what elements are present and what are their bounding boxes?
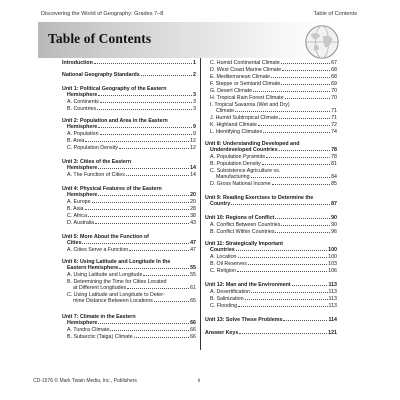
toc-entry-page: 38 — [190, 213, 196, 219]
dot-leader — [236, 250, 327, 251]
dot-leader — [281, 225, 330, 226]
toc-entry — [210, 88, 337, 94]
toc-entry-page: 68 — [331, 67, 337, 73]
toc-entry — [210, 247, 337, 253]
toc-entry-label: B. Countries — [67, 106, 97, 112]
toc-entry-page: 68 — [331, 74, 337, 80]
toc-entry-page: 71 — [331, 108, 337, 114]
dot-leader — [82, 243, 189, 244]
toc-entry — [67, 240, 196, 246]
toc-entry-label: Unit 7: Climate in the Eastern — [62, 314, 136, 320]
dot-leader — [281, 63, 330, 64]
dot-leader — [92, 202, 190, 203]
toc-entry-label: Hemisphere — [67, 320, 98, 326]
toc-entry-page: 47 — [190, 240, 196, 246]
toc-entry-page: 113 — [328, 282, 337, 288]
toc-entry-page: 70 — [331, 95, 337, 101]
toc-entry-label: J. Humid Subtropical Climate — [210, 115, 279, 121]
toc-entry-label: mine Distance Between Locations — [73, 298, 153, 304]
toc-entry-page: 20 — [190, 199, 196, 205]
running-header-left: Discovering the World of Geography: Grades 7–8 — [41, 11, 164, 17]
dot-leader — [98, 127, 192, 128]
toc-entry-label: Unit 2: Population and Area in the Eastern — [62, 118, 168, 124]
toc-entry-label: C. Flooding — [210, 303, 238, 309]
dot-leader — [281, 84, 330, 85]
toc-entry — [210, 268, 337, 274]
toc-entry-page: 103 — [328, 261, 337, 267]
dot-leader — [88, 216, 189, 217]
toc-entry — [67, 192, 196, 198]
toc-entry — [67, 265, 196, 271]
toc-entry-page: 85 — [331, 181, 337, 187]
dot-leader — [263, 132, 330, 133]
toc-entry-label: Unit 5: More About the Function of — [62, 234, 149, 240]
dot-leader — [126, 175, 189, 176]
toc-entry-label: Eastern Hemisphere — [67, 265, 119, 271]
toc-entry — [67, 99, 196, 105]
toc-entry — [67, 165, 196, 171]
toc-entry-label: B. Oil Reserves — [210, 261, 247, 267]
toc-entry-label: at Different Longitudes — [73, 285, 127, 291]
toc-entry — [210, 122, 337, 128]
toc-entry-page: 3 — [193, 92, 196, 98]
toc-entry-page: 78 — [331, 154, 337, 160]
toc-entry-page: 114 — [328, 317, 337, 323]
toc-entry — [67, 213, 196, 219]
toc-entry-label: K. Highland Climate — [210, 122, 257, 128]
toc-entry-label: B. Determining the Time for Cities Located — [67, 279, 167, 285]
toc-entry-label: Introduction — [62, 60, 93, 66]
toc-entry-label: B. Population Density — [210, 161, 261, 167]
toc-entry — [67, 327, 196, 333]
toc-entry — [205, 317, 337, 323]
toc-entry — [205, 282, 337, 288]
toc-entry-page: 43 — [190, 220, 196, 226]
toc-entry-label: C. Subsistence Agriculture vs. — [210, 168, 281, 174]
toc-entry — [210, 129, 337, 135]
toc-entry — [216, 174, 337, 180]
toc-entry-page: 84 — [331, 174, 337, 180]
toc-entry — [210, 81, 337, 87]
toc-entry-label: Countries — [210, 247, 235, 253]
toc-entry-page: 14 — [190, 172, 196, 178]
toc-entry-label: Hemisphere — [67, 92, 98, 98]
toc-entry — [210, 74, 337, 80]
toc-entry — [210, 115, 337, 121]
toc-entry-label: A. Desertification — [210, 289, 251, 295]
toc-entry-page: 71 — [331, 115, 337, 121]
toc-entry-label: Unit 12: Man and the Environment — [205, 282, 291, 288]
toc-entry-page: 3 — [193, 99, 196, 105]
dot-leader — [235, 111, 330, 112]
toc-entry-label: Answer Keys — [205, 330, 239, 336]
toc-entry-page: 61 — [190, 285, 196, 291]
toc-entry-label: Unit 3: Cities of the Eastern — [62, 159, 132, 165]
toc-entry-label: H. Tropical Rain Forest Climate — [210, 95, 284, 101]
toc-entry-label: C. Population Density — [67, 145, 118, 151]
dot-leader — [85, 141, 189, 142]
toc-entry-label: A. Tundra Climate — [67, 327, 110, 333]
toc-entry-label: Country — [210, 201, 231, 207]
toc-entry-label: A. The Function of Cities — [67, 172, 125, 178]
toc-entry-page: 70 — [331, 88, 337, 94]
toc-entry-label: G. Desert Climate — [210, 88, 253, 94]
toc-entry-page: 9 — [193, 124, 196, 130]
toc-entry-page: 47 — [190, 247, 196, 253]
toc-entry — [62, 72, 196, 78]
toc-entry-page: 72 — [331, 122, 337, 128]
toc-entry-page: 96 — [331, 229, 337, 235]
toc-entry-page: 9 — [193, 131, 196, 137]
dot-leader — [129, 250, 189, 251]
dot-leader — [127, 288, 189, 289]
toc-entry-label: A. Population Pyramids — [210, 154, 266, 160]
dot-leader — [285, 98, 331, 99]
toc-entry-page: 69 — [331, 81, 337, 87]
toc-entry — [73, 298, 196, 304]
toc-entry — [67, 220, 196, 226]
toc-entry — [67, 272, 196, 278]
toc-entry-page: 12 — [190, 138, 196, 144]
dot-leader — [275, 232, 330, 233]
toc-entry-label: A. Using Latitude and Longitude — [67, 272, 143, 278]
toc-entry-label: D. West Coast Marine Climate — [210, 67, 282, 73]
toc-entry-label: Unit 13: Solve These Problems — [205, 317, 283, 323]
toc-entry-label: E. Mediterranean Climate — [210, 74, 271, 80]
toc-entry — [210, 229, 337, 235]
toc-entry-label: B. Area — [67, 138, 85, 144]
toc-entry-label: A. Continents — [67, 99, 99, 105]
dot-leader — [292, 285, 328, 286]
toc-entry-label: Unit 10: Regions of Conflict — [205, 215, 275, 221]
toc-entry-page: 28 — [190, 206, 196, 212]
toc-entry-label: Cities — [67, 240, 82, 246]
toc-entry-label: Hemisphere — [67, 124, 98, 130]
toc-entry-page: 66 — [190, 320, 196, 326]
toc-entry — [210, 254, 337, 260]
toc-entry-label: A. Europe — [67, 199, 91, 205]
toc-entry — [210, 154, 337, 160]
dot-leader — [143, 275, 189, 276]
toc-entry-page: 2 — [193, 72, 196, 78]
toc-entry — [73, 285, 196, 291]
toc-entry-label: C. Using Latitude and Longitude to Deter- — [67, 292, 165, 298]
toc-entry-page: 66 — [190, 327, 196, 333]
toc-entry-label: Unit 1: Political Geography of the Eastern — [62, 86, 167, 92]
toc-entry-label: L. Identifying Climates — [210, 129, 263, 135]
toc-entry-label: A. Population — [67, 131, 99, 137]
toc-entry — [67, 145, 196, 151]
toc-entry-label: B. Salinization — [210, 296, 244, 302]
dot-leader — [275, 218, 330, 219]
toc-entry-page: 106 — [328, 268, 337, 274]
toc-entry-page: 100 — [328, 247, 337, 253]
toc-entry-label: C. Religion — [210, 268, 236, 274]
dot-leader — [85, 209, 190, 210]
toc-entry-label: Hemisphere — [67, 192, 98, 198]
dot-leader — [239, 333, 327, 334]
toc-entry-page: 90 — [331, 215, 337, 221]
toc-entry — [67, 320, 196, 326]
toc-entry — [210, 95, 337, 101]
dot-leader — [282, 70, 330, 71]
toc-entry — [210, 181, 337, 187]
dot-leader — [237, 271, 327, 272]
dot-leader — [279, 150, 330, 151]
dot-leader — [272, 184, 330, 185]
toc-entry-page: 1 — [193, 60, 196, 66]
toc-entry-page: 67 — [331, 60, 337, 66]
toc-entry-label: Unit 8: Understanding Developed and — [205, 141, 300, 147]
dot-leader — [97, 109, 192, 110]
toc-entry-label: A. Location — [210, 254, 237, 260]
toc-entry — [67, 124, 196, 130]
dot-leader — [262, 164, 330, 165]
toc-entry — [205, 215, 337, 221]
footer-page-number: ii — [198, 378, 201, 384]
dot-leader — [245, 299, 328, 300]
dot-leader — [100, 134, 193, 135]
dot-leader — [238, 306, 327, 307]
footer-credit: CD-1576 © Mark Twain Media, Inc., Publishers — [33, 378, 137, 384]
toc-entry — [67, 92, 196, 98]
dot-leader — [100, 102, 192, 103]
toc-entry-label: Climate — [216, 108, 234, 114]
toc-entry — [67, 334, 196, 340]
toc-entry-label: Unit 9: Reading Exercises to Determine the — [205, 195, 314, 201]
toc-entry — [210, 147, 337, 153]
dot-leader — [251, 177, 331, 178]
toc-entry-label: A. Conflict Between Countries — [210, 222, 281, 228]
toc-entry-page: 74 — [331, 129, 337, 135]
dot-leader — [119, 268, 189, 269]
dot-leader — [279, 118, 330, 119]
dot-leader — [231, 204, 330, 205]
toc-entry — [210, 60, 337, 66]
toc-entry — [67, 206, 196, 212]
toc-entry — [210, 201, 337, 207]
toc-entry — [67, 199, 196, 205]
dot-leader — [141, 75, 192, 76]
toc-entry-page: 65 — [190, 298, 196, 304]
toc-entry — [210, 161, 337, 167]
toc-entry-label: Underdeveloped Countries — [210, 147, 278, 153]
toc-entry-label: Hemisphere — [67, 165, 98, 171]
dot-leader — [154, 301, 189, 302]
toc-entry-page: 3 — [193, 106, 196, 112]
toc-entry-page: 113 — [328, 296, 337, 302]
dot-leader — [98, 195, 189, 196]
dot-leader — [271, 77, 330, 78]
toc-entry-page: 81 — [331, 161, 337, 167]
toc-entry-page: 14 — [190, 165, 196, 171]
dot-leader — [134, 337, 189, 338]
dot-leader — [98, 168, 189, 169]
toc-entry — [210, 289, 337, 295]
toc-entry-page: 12 — [190, 145, 196, 151]
dot-leader — [251, 292, 328, 293]
dot-leader — [98, 323, 189, 324]
toc-entry-page: 55 — [190, 272, 196, 278]
toc-entry-page: 113 — [328, 303, 337, 309]
toc-entry-page: 121 — [328, 330, 337, 336]
toc-entry-label: B. Subarctic (Taiga) Climate — [67, 334, 133, 340]
toc-entry-label: B. Asia — [67, 206, 84, 212]
dot-leader — [94, 63, 192, 64]
toc-entry — [67, 172, 196, 178]
toc-entry — [67, 138, 196, 144]
toc-entry-label: C. Humid Continental Climate — [210, 60, 280, 66]
toc-entry — [216, 108, 337, 114]
toc-entry-page: 87 — [331, 201, 337, 207]
dot-leader — [283, 320, 327, 321]
toc-entry — [210, 261, 337, 267]
dot-leader — [253, 91, 330, 92]
toc-entry-label: Unit 4: Physical Features of the Eastern — [62, 186, 162, 192]
toc-entry — [210, 296, 337, 302]
toc-entry-page: 113 — [328, 289, 337, 295]
toc-entry — [210, 303, 337, 309]
toc-entry-label: B. Conflict Within Countries — [210, 229, 275, 235]
toc-entry — [210, 222, 337, 228]
toc-entry — [210, 67, 337, 73]
toc-entry — [67, 247, 196, 253]
toc-entry — [67, 106, 196, 112]
toc-entry-page: 78 — [331, 147, 337, 153]
page-title: Table of Contents — [48, 31, 152, 46]
column-divider — [200, 58, 201, 350]
toc-entry — [67, 131, 196, 137]
toc-entry — [62, 60, 196, 66]
toc-entry-page: 100 — [328, 254, 337, 260]
dot-leader — [266, 157, 330, 158]
dot-leader — [238, 257, 328, 258]
toc-entry-label: Unit 6: Using Latitude and Longitude In the — [62, 259, 171, 265]
dot-leader — [258, 125, 330, 126]
toc-entry-page: 55 — [190, 265, 196, 271]
running-header-right: Table of Contents — [313, 11, 357, 17]
toc-entry-page: 90 — [331, 222, 337, 228]
toc-entry-label: A. Cities Serve a Function — [67, 247, 129, 253]
toc-entry — [205, 330, 337, 336]
toc-entry-label: I. Tropical Savanna (Wet and Dry) — [210, 102, 290, 108]
toc-entry-label: National Geography Standards — [62, 72, 140, 78]
toc-columns — [60, 58, 350, 358]
dot-leader — [248, 264, 327, 265]
toc-entry-label: Manufacturing — [216, 174, 250, 180]
dot-leader — [110, 330, 189, 331]
toc-entry-page: 66 — [190, 334, 196, 340]
dot-leader — [95, 223, 189, 224]
toc-entry-page: 20 — [190, 192, 196, 198]
toc-entry-label: Unit 11: Strategically Important — [205, 241, 283, 247]
toc-entry-label: D. Gross National Income — [210, 181, 271, 187]
toc-entry-label: F. Steppe or Semiarid Climate — [210, 81, 281, 87]
toc-entry-label: C. Africa — [67, 213, 88, 219]
dot-leader — [119, 148, 189, 149]
dot-leader — [98, 95, 192, 96]
globe-icon — [303, 23, 341, 61]
toc-entry-label: D. Australia — [67, 220, 95, 226]
